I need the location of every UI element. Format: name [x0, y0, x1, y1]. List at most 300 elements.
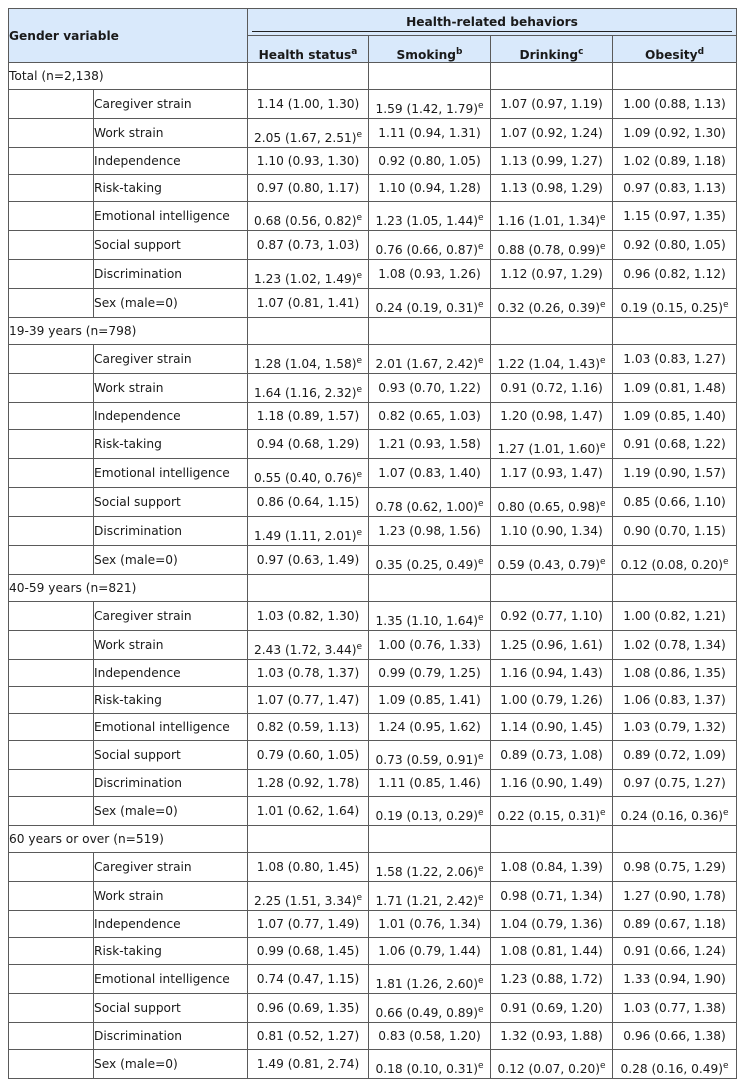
value-cell: [613, 430, 737, 459]
odds-ratio-value: 0.55 (0.40, 0.76): [253, 471, 357, 485]
odds-ratio-value: 0.28 (0.16, 0.49): [620, 1062, 723, 1076]
indent-cell: [9, 175, 94, 202]
odds-ratio-value: 0.99 (0.68, 1.45): [256, 944, 360, 958]
variable-label: Social support: [94, 994, 248, 1023]
odds-ratio-value: 0.80 (0.65, 0.98): [497, 500, 600, 514]
column-header-health-status: Health status$^a$: [248, 36, 369, 63]
odds-ratio-value: 1.14 (1.00, 1.30): [256, 97, 360, 111]
table-row: [9, 148, 737, 175]
value-cell: [369, 687, 491, 714]
value-cell: [613, 289, 737, 318]
significance-marker: e: [478, 893, 484, 903]
value-cell: [248, 660, 369, 687]
significance-marker: e: [356, 470, 363, 480]
value-cell: [613, 517, 737, 546]
odds-ratio-value: 1.00 (0.88, 1.13): [623, 97, 726, 111]
value-cell: [369, 119, 491, 148]
value-cell: [248, 994, 369, 1023]
odds-ratio-value: 0.35 (0.25, 0.49): [375, 558, 478, 572]
indent-cell: [9, 430, 94, 459]
table-row: [9, 741, 737, 770]
results-table: [8, 8, 737, 1079]
significance-marker: e: [478, 356, 484, 366]
indent-cell: [9, 403, 94, 430]
odds-ratio-value: 1.03 (0.82, 1.30): [256, 609, 360, 623]
odds-ratio-value: 1.28 (0.92, 1.78): [256, 776, 360, 790]
value-cell: [248, 260, 369, 289]
odds-ratio-value: 0.89 (0.67, 1.18): [623, 917, 726, 931]
odds-ratio-value: 0.85 (0.66, 1.10): [623, 495, 726, 509]
indent-cell: [9, 714, 94, 741]
value-cell: [613, 202, 737, 231]
table-row: [9, 660, 737, 687]
significance-marker: e: [356, 130, 363, 140]
value-cell: [248, 90, 369, 119]
table-row: [9, 882, 737, 911]
significance-marker: e: [478, 976, 484, 986]
value-cell: [369, 853, 491, 882]
odds-ratio-value: 0.19 (0.13, 0.29): [375, 809, 478, 823]
odds-ratio-value: 1.35 (1.10, 1.64): [375, 614, 478, 628]
value-cell: [491, 882, 613, 911]
odds-ratio-value: 1.02 (0.78, 1.34): [623, 638, 726, 652]
variable-label: Work strain: [94, 119, 248, 148]
value-cell: [613, 345, 737, 374]
value-cell: [491, 1023, 613, 1050]
variable-label: Risk-taking: [94, 687, 248, 714]
value-cell: [248, 741, 369, 770]
empty-cell: [491, 575, 613, 602]
odds-ratio-value: 1.10 (0.94, 1.28): [378, 181, 481, 195]
value-cell: [369, 374, 491, 403]
odds-ratio-value: 0.96 (0.66, 1.38): [623, 1029, 726, 1043]
table-row: [9, 797, 737, 826]
table-row: [9, 965, 737, 994]
significance-marker: e: [600, 441, 606, 451]
table-row: [9, 231, 737, 260]
odds-ratio-value: 0.76 (0.66, 0.87): [375, 243, 478, 257]
value-cell: [248, 882, 369, 911]
odds-ratio-value: 1.09 (0.92, 1.30): [623, 126, 726, 140]
group-label: 60 years or over (n=519): [9, 826, 248, 853]
value-cell: [491, 260, 613, 289]
variable-label: Discrimination: [94, 1023, 248, 1050]
table-row: [9, 687, 737, 714]
group-row: [9, 318, 737, 345]
table-row: [9, 459, 737, 488]
empty-cell: [613, 63, 737, 90]
indent-cell: [9, 1050, 94, 1079]
table-row: [9, 1023, 737, 1050]
value-cell: [248, 631, 369, 660]
value-cell: [613, 175, 737, 202]
group-row: [9, 826, 737, 853]
value-cell: [248, 119, 369, 148]
value-cell: [369, 741, 491, 770]
table-row: [9, 517, 737, 546]
significance-marker: e: [600, 557, 606, 567]
odds-ratio-value: 1.11 (0.94, 1.31): [378, 126, 481, 140]
value-cell: [248, 374, 369, 403]
value-cell: [491, 660, 613, 687]
value-cell: [613, 797, 737, 826]
empty-cell: [369, 63, 491, 90]
indent-cell: [9, 741, 94, 770]
odds-ratio-value: 1.13 (0.99, 1.27): [500, 154, 603, 168]
odds-ratio-value: 1.23 (0.98, 1.56): [378, 524, 481, 538]
value-cell: [248, 517, 369, 546]
odds-ratio-value: 1.20 (0.98, 1.47): [500, 409, 603, 423]
odds-ratio-value: 0.79 (0.60, 1.05): [256, 748, 360, 762]
value-cell: [369, 965, 491, 994]
significance-marker: e: [723, 808, 729, 818]
value-cell: [491, 911, 613, 938]
odds-ratio-value: 1.08 (0.93, 1.26): [378, 267, 481, 281]
odds-ratio-value: 0.66 (0.49, 0.89): [375, 1006, 478, 1020]
variable-label: Emotional intelligence: [94, 202, 248, 231]
odds-ratio-value: 1.07 (0.77, 1.49): [256, 917, 360, 931]
indent-cell: [9, 602, 94, 631]
variable-label: Caregiver strain: [94, 90, 248, 119]
indent-cell: [9, 660, 94, 687]
value-cell: [248, 459, 369, 488]
value-cell: [491, 631, 613, 660]
odds-ratio-value: 1.10 (0.90, 1.34): [500, 524, 603, 538]
value-cell: [369, 90, 491, 119]
odds-ratio-value: 1.18 (0.89, 1.57): [256, 409, 360, 423]
odds-ratio-value: 1.71 (1.21, 2.42): [375, 894, 478, 908]
value-cell: [248, 714, 369, 741]
table-row: [9, 260, 737, 289]
odds-ratio-value: 0.97 (0.75, 1.27): [623, 776, 726, 790]
value-cell: [369, 994, 491, 1023]
odds-ratio-value: 1.07 (0.97, 1.19): [500, 97, 603, 111]
value-cell: [613, 546, 737, 575]
value-cell: [248, 289, 369, 318]
value-cell: [491, 202, 613, 231]
odds-ratio-value: 1.07 (0.81, 1.41): [256, 296, 360, 310]
variable-label: Discrimination: [94, 770, 248, 797]
table-row: [9, 430, 737, 459]
significance-marker: e: [356, 528, 363, 538]
value-cell: [369, 1023, 491, 1050]
table-row: [9, 403, 737, 430]
odds-ratio-value: 0.12 (0.07, 0.20): [497, 1062, 600, 1076]
value-cell: [369, 289, 491, 318]
significance-marker: e: [356, 642, 363, 652]
value-cell: [613, 714, 737, 741]
indent-cell: [9, 1023, 94, 1050]
group-row: [9, 575, 737, 602]
odds-ratio-value: 1.00 (0.76, 1.33): [378, 638, 481, 652]
value-cell: [248, 602, 369, 631]
odds-ratio-value: 0.97 (0.83, 1.13): [623, 181, 726, 195]
value-cell: [369, 430, 491, 459]
value-cell: [369, 938, 491, 965]
odds-ratio-value: 1.64 (1.16, 2.32): [253, 386, 357, 400]
indent-cell: [9, 345, 94, 374]
empty-cell: [613, 575, 737, 602]
value-cell: [613, 488, 737, 517]
value-cell: [613, 882, 737, 911]
odds-ratio-value: 0.93 (0.70, 1.22): [378, 381, 481, 395]
empty-cell: [613, 318, 737, 345]
significance-marker: e: [478, 613, 484, 623]
empty-cell: [369, 318, 491, 345]
variable-label: Work strain: [94, 882, 248, 911]
variable-label: Risk-taking: [94, 175, 248, 202]
odds-ratio-value: 1.19 (0.90, 1.57): [623, 466, 726, 480]
variable-label: Social support: [94, 741, 248, 770]
odds-ratio-value: 1.25 (0.96, 1.61): [500, 638, 603, 652]
table-row: [9, 602, 737, 631]
value-cell: [248, 546, 369, 575]
odds-ratio-value: 1.03 (0.79, 1.32): [623, 720, 726, 734]
value-cell: [369, 546, 491, 575]
value-cell: [613, 260, 737, 289]
table-row: [9, 631, 737, 660]
odds-ratio-value: 0.22 (0.15, 0.31): [497, 809, 600, 823]
significance-marker: e: [600, 499, 606, 509]
empty-cell: [613, 826, 737, 853]
value-cell: [613, 119, 737, 148]
table-row: [9, 770, 737, 797]
variable-label: Discrimination: [94, 517, 248, 546]
odds-ratio-value: 0.91 (0.69, 1.20): [500, 1001, 603, 1015]
variable-label: Sex (male=0): [94, 546, 248, 575]
variable-label: Discrimination: [94, 260, 248, 289]
odds-ratio-value: 1.02 (0.89, 1.18): [623, 154, 726, 168]
significance-marker: e: [478, 864, 484, 874]
value-cell: [613, 148, 737, 175]
value-cell: [369, 231, 491, 260]
significance-marker: e: [478, 213, 484, 223]
health-behaviors-title: Health-related behaviors: [406, 15, 578, 29]
value-cell: [491, 119, 613, 148]
significance-marker: e: [600, 808, 606, 818]
odds-ratio-value: 1.01 (0.62, 1.64): [256, 804, 360, 818]
table-header: [9, 9, 737, 63]
variable-label: Sex (male=0): [94, 289, 248, 318]
odds-ratio-value: 0.68 (0.56, 0.82): [253, 214, 357, 228]
significance-marker: e: [478, 808, 484, 818]
odds-ratio-value: 0.97 (0.80, 1.17): [256, 181, 360, 195]
table-row: [9, 289, 737, 318]
value-cell: [491, 770, 613, 797]
odds-ratio-value: 0.59 (0.43, 0.79): [497, 558, 600, 572]
indent-cell: [9, 148, 94, 175]
value-cell: [248, 797, 369, 826]
variable-label: Independence: [94, 911, 248, 938]
odds-ratio-value: 2.43 (1.72, 3.44): [253, 643, 357, 657]
table-row: [9, 374, 737, 403]
value-cell: [369, 175, 491, 202]
variable-label: Social support: [94, 488, 248, 517]
table-row: [9, 175, 737, 202]
odds-ratio-value: 1.09 (0.85, 1.40): [623, 409, 726, 423]
value-cell: [369, 1050, 491, 1079]
value-cell: [613, 631, 737, 660]
variable-label: Social support: [94, 231, 248, 260]
table-row: [9, 345, 737, 374]
significance-marker: e: [478, 1061, 484, 1071]
value-cell: [613, 994, 737, 1023]
odds-ratio-value: 1.08 (0.80, 1.45): [256, 860, 360, 874]
odds-ratio-value: 1.22 (1.04, 1.43): [497, 357, 600, 371]
odds-ratio-value: 0.90 (0.70, 1.15): [623, 524, 726, 538]
indent-cell: [9, 797, 94, 826]
odds-ratio-value: 0.78 (0.62, 1.00): [375, 500, 478, 514]
indent-cell: [9, 374, 94, 403]
significance-marker: e: [478, 242, 484, 252]
variable-label: Caregiver strain: [94, 853, 248, 882]
value-cell: [248, 911, 369, 938]
empty-cell: [369, 575, 491, 602]
odds-ratio-value: 1.06 (0.79, 1.44): [378, 944, 481, 958]
value-cell: [613, 1050, 737, 1079]
indent-cell: [9, 882, 94, 911]
odds-ratio-value: 1.08 (0.81, 1.44): [500, 944, 603, 958]
value-cell: [613, 965, 737, 994]
value-cell: [491, 459, 613, 488]
odds-ratio-value: 1.32 (0.93, 1.88): [500, 1029, 603, 1043]
value-cell: [248, 202, 369, 231]
odds-ratio-value: 0.89 (0.73, 1.08): [500, 748, 603, 762]
value-cell: [491, 797, 613, 826]
odds-ratio-value: 1.09 (0.81, 1.48): [623, 381, 726, 395]
odds-ratio-value: 0.24 (0.19, 0.31): [375, 301, 478, 315]
value-cell: [491, 175, 613, 202]
significance-marker: e: [600, 213, 606, 223]
odds-ratio-value: 0.73 (0.59, 0.91): [375, 753, 478, 767]
empty-cell: [248, 826, 369, 853]
value-cell: [491, 546, 613, 575]
odds-ratio-value: 1.27 (1.01, 1.60): [497, 442, 600, 456]
value-cell: [248, 231, 369, 260]
value-cell: [369, 882, 491, 911]
value-cell: [369, 714, 491, 741]
odds-ratio-value: 2.05 (1.67, 2.51): [253, 131, 357, 145]
group-label: Total (n=2,138): [9, 63, 248, 90]
variable-label: Emotional intelligence: [94, 459, 248, 488]
odds-ratio-value: 0.82 (0.59, 1.13): [256, 720, 360, 734]
value-cell: [369, 602, 491, 631]
indent-cell: [9, 260, 94, 289]
value-cell: [248, 687, 369, 714]
value-cell: [369, 345, 491, 374]
significance-marker: e: [723, 557, 729, 567]
odds-ratio-value: 0.91 (0.68, 1.22): [623, 437, 726, 451]
value-cell: [248, 345, 369, 374]
value-cell: [491, 938, 613, 965]
odds-ratio-value: 0.74 (0.47, 1.15): [256, 972, 360, 986]
significance-marker: e: [478, 557, 484, 567]
empty-cell: [248, 318, 369, 345]
value-cell: [491, 374, 613, 403]
value-cell: [613, 853, 737, 882]
odds-ratio-value: 1.23 (1.02, 1.49): [253, 272, 357, 286]
odds-ratio-value: 0.32 (0.26, 0.39): [497, 301, 600, 315]
odds-ratio-value: 0.99 (0.79, 1.25): [378, 666, 481, 680]
odds-ratio-value: 1.59 (1.42, 1.79): [375, 102, 478, 116]
indent-cell: [9, 770, 94, 797]
value-cell: [369, 797, 491, 826]
indent-cell: [9, 517, 94, 546]
odds-ratio-value: 1.03 (0.78, 1.37): [256, 666, 360, 680]
value-cell: [248, 403, 369, 430]
variable-label: Caregiver strain: [94, 345, 248, 374]
odds-ratio-value: 1.33 (0.94, 1.90): [623, 972, 726, 986]
table-row: [9, 488, 737, 517]
odds-ratio-value: 0.98 (0.71, 1.34): [500, 889, 603, 903]
odds-ratio-value: 1.24 (0.95, 1.62): [378, 720, 481, 734]
significance-marker: e: [478, 300, 484, 310]
variable-label: Sex (male=0): [94, 1050, 248, 1079]
value-cell: [491, 231, 613, 260]
significance-marker: e: [600, 242, 606, 252]
odds-ratio-value: 1.23 (1.05, 1.44): [375, 214, 478, 228]
significance-marker: e: [600, 1061, 606, 1071]
variable-label: Emotional intelligence: [94, 965, 248, 994]
value-cell: [613, 938, 737, 965]
odds-ratio-value: 1.00 (0.79, 1.26): [500, 693, 603, 707]
odds-ratio-value: 1.58 (1.22, 2.06): [375, 865, 478, 879]
odds-ratio-value: 1.16 (1.01, 1.34): [497, 214, 600, 228]
odds-ratio-value: 0.82 (0.65, 1.03): [378, 409, 481, 423]
variable-label: Caregiver strain: [94, 602, 248, 631]
odds-ratio-value: 1.16 (0.90, 1.49): [500, 776, 603, 790]
odds-ratio-value: 0.91 (0.66, 1.24): [623, 944, 726, 958]
table-row: [9, 938, 737, 965]
significance-marker: e: [478, 1005, 484, 1015]
indent-cell: [9, 459, 94, 488]
odds-ratio-value: 1.13 (0.98, 1.29): [500, 181, 603, 195]
odds-ratio-value: 0.96 (0.82, 1.12): [623, 267, 726, 281]
value-cell: [369, 517, 491, 546]
gender-variable-header: Gender variable: [9, 9, 248, 63]
odds-ratio-value: 0.97 (0.63, 1.49): [256, 553, 360, 567]
value-cell: [369, 260, 491, 289]
odds-ratio-value: 1.08 (0.84, 1.39): [500, 860, 603, 874]
indent-cell: [9, 853, 94, 882]
value-cell: [248, 430, 369, 459]
group-label: 19-39 years (n=798): [9, 318, 248, 345]
table-body: [9, 63, 737, 1079]
odds-ratio-value: 1.07 (0.92, 1.24): [500, 126, 603, 140]
empty-cell: [491, 826, 613, 853]
odds-ratio-value: 1.03 (0.77, 1.38): [623, 1001, 726, 1015]
significance-marker: e: [356, 385, 363, 395]
value-cell: [491, 430, 613, 459]
odds-ratio-value: 0.96 (0.69, 1.35): [256, 1001, 360, 1015]
variable-label: Independence: [94, 403, 248, 430]
value-cell: [613, 770, 737, 797]
value-cell: [248, 175, 369, 202]
value-cell: [613, 687, 737, 714]
odds-ratio-value: 0.89 (0.72, 1.09): [623, 748, 726, 762]
value-cell: [491, 602, 613, 631]
value-cell: [369, 770, 491, 797]
value-cell: [613, 403, 737, 430]
empty-cell: [248, 575, 369, 602]
odds-ratio-value: 0.81 (0.52, 1.27): [256, 1029, 360, 1043]
value-cell: [491, 853, 613, 882]
odds-ratio-value: 0.92 (0.80, 1.05): [378, 154, 481, 168]
odds-ratio-value: 1.49 (0.81, 2.74): [256, 1057, 360, 1071]
indent-cell: [9, 488, 94, 517]
value-cell: [248, 488, 369, 517]
table-row: [9, 853, 737, 882]
